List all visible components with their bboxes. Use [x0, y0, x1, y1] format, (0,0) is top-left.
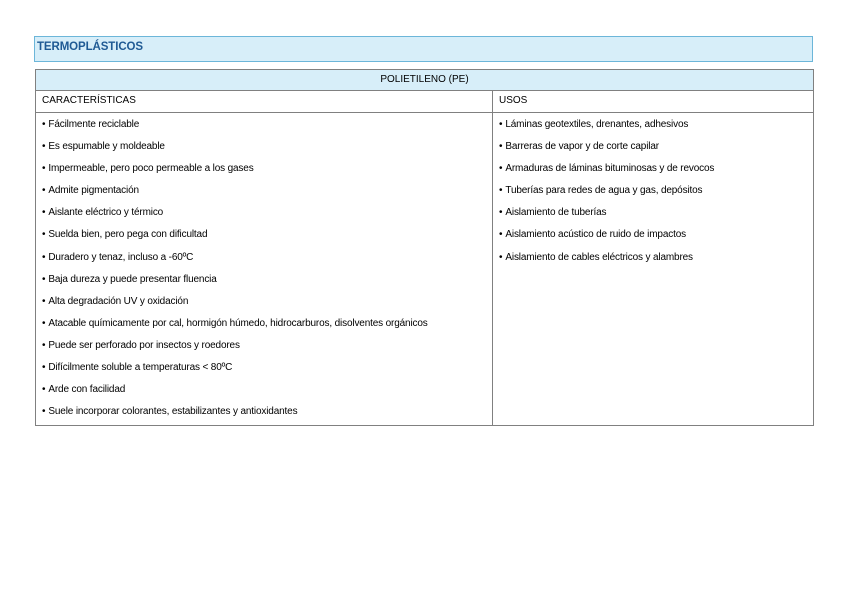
list-item-text: Suelda bien, pero pega con dificultad: [48, 229, 208, 241]
list-item-text: Barreras de vapor y de corte capilar: [505, 141, 659, 153]
bullet-icon: •: [499, 141, 503, 153]
bullet-icon: •: [42, 207, 46, 219]
column-header-usos: USOS: [499, 95, 528, 106]
list-item-text: Duradero y tenaz, incluso a -60ºC: [48, 251, 194, 263]
bullet-icon: •: [42, 384, 46, 396]
list-item-text: Láminas geotextiles, drenantes, adhesivos: [505, 119, 689, 130]
bullet-icon: •: [42, 339, 46, 351]
bullet-icon: •: [42, 141, 46, 153]
list-item: [42, 224, 492, 246]
list-item: [42, 114, 492, 136]
list-item: [42, 136, 492, 158]
list-item: [42, 158, 492, 180]
list-item: [42, 357, 492, 379]
list-item-text: Aislante eléctrico y térmico: [48, 207, 164, 219]
section-title: TERMOPLÁSTICOS: [37, 41, 143, 53]
bullet-icon: •: [499, 229, 503, 241]
bullet-icon: •: [42, 163, 46, 175]
list-item-text: Atacable químicamente por cal, hormigón húmedo, hidrocarburos, disolventes orgánicos: [48, 317, 428, 329]
list-item: [42, 335, 492, 357]
list-item-text: Alta degradación UV y oxidación: [48, 295, 189, 307]
bullet-icon: •: [499, 251, 503, 263]
bullet-icon: •: [499, 163, 503, 175]
properties-table: [35, 69, 814, 426]
list-item: [499, 247, 813, 269]
usos-column: [493, 113, 813, 425]
bullet-icon: •: [499, 119, 503, 130]
bullet-icon: •: [42, 273, 46, 285]
list-item: [42, 379, 492, 401]
bullet-icon: •: [499, 207, 503, 219]
section-title-box: [34, 36, 813, 62]
list-item-text: Puede ser perforado por insectos y roedores: [48, 339, 240, 351]
bullet-icon: •: [42, 406, 46, 418]
list-item: [42, 269, 492, 291]
list-item-text: Aislamiento de tuberías: [505, 207, 607, 219]
list-item: [499, 158, 813, 180]
list-item-text: Impermeable, pero poco permeable a los gases: [48, 163, 254, 175]
list-item-text: Baja dureza y puede presentar fluencia: [48, 273, 217, 285]
list-item: [499, 202, 813, 224]
bullet-icon: •: [42, 185, 46, 197]
caracteristicas-column: [36, 113, 493, 425]
column-header-caracteristicas: CARACTERÍSTICAS: [36, 91, 493, 112]
list-item-text: Arde con facilidad: [48, 384, 126, 396]
list-item: [42, 401, 492, 423]
list-item-text: Tuberías para redes de agua y gas, depósitos: [505, 185, 703, 197]
list-item: [499, 114, 813, 136]
list-item-text: Admite pigmentación: [48, 185, 139, 197]
bullet-icon: •: [42, 295, 46, 307]
list-item-text: Es espumable y moldeable: [48, 141, 165, 153]
table-header: POLIETILENO (PE): [36, 70, 813, 91]
list-item: [42, 202, 492, 224]
bullet-icon: •: [42, 251, 46, 263]
list-item: [42, 180, 492, 202]
list-item-text: Aislamiento de cables eléctricos y alambres: [505, 251, 693, 263]
bullet-icon: •: [42, 229, 46, 241]
list-item: [499, 136, 813, 158]
table-body: [36, 113, 813, 425]
bullet-icon: •: [42, 362, 46, 374]
list-item-text: Difícilmente soluble a temperaturas < 80ºC: [48, 362, 233, 374]
list-item-text: Aislamiento acústico de ruido de impactos: [505, 229, 686, 241]
table-column-headers: [36, 91, 813, 113]
list-item: [42, 247, 492, 269]
list-item: [42, 291, 492, 313]
bullet-icon: •: [42, 317, 46, 329]
list-item-text: Armaduras de láminas bituminosas y de revocos: [505, 163, 715, 175]
list-item: [499, 180, 813, 202]
list-item-text: Fácilmente reciclable: [48, 119, 140, 130]
list-item-text: Suele incorporar colorantes, estabilizantes y antioxidantes: [48, 406, 298, 418]
list-item: [499, 224, 813, 246]
bullet-icon: •: [42, 119, 46, 130]
list-item: [42, 313, 492, 335]
bullet-icon: •: [499, 185, 503, 197]
